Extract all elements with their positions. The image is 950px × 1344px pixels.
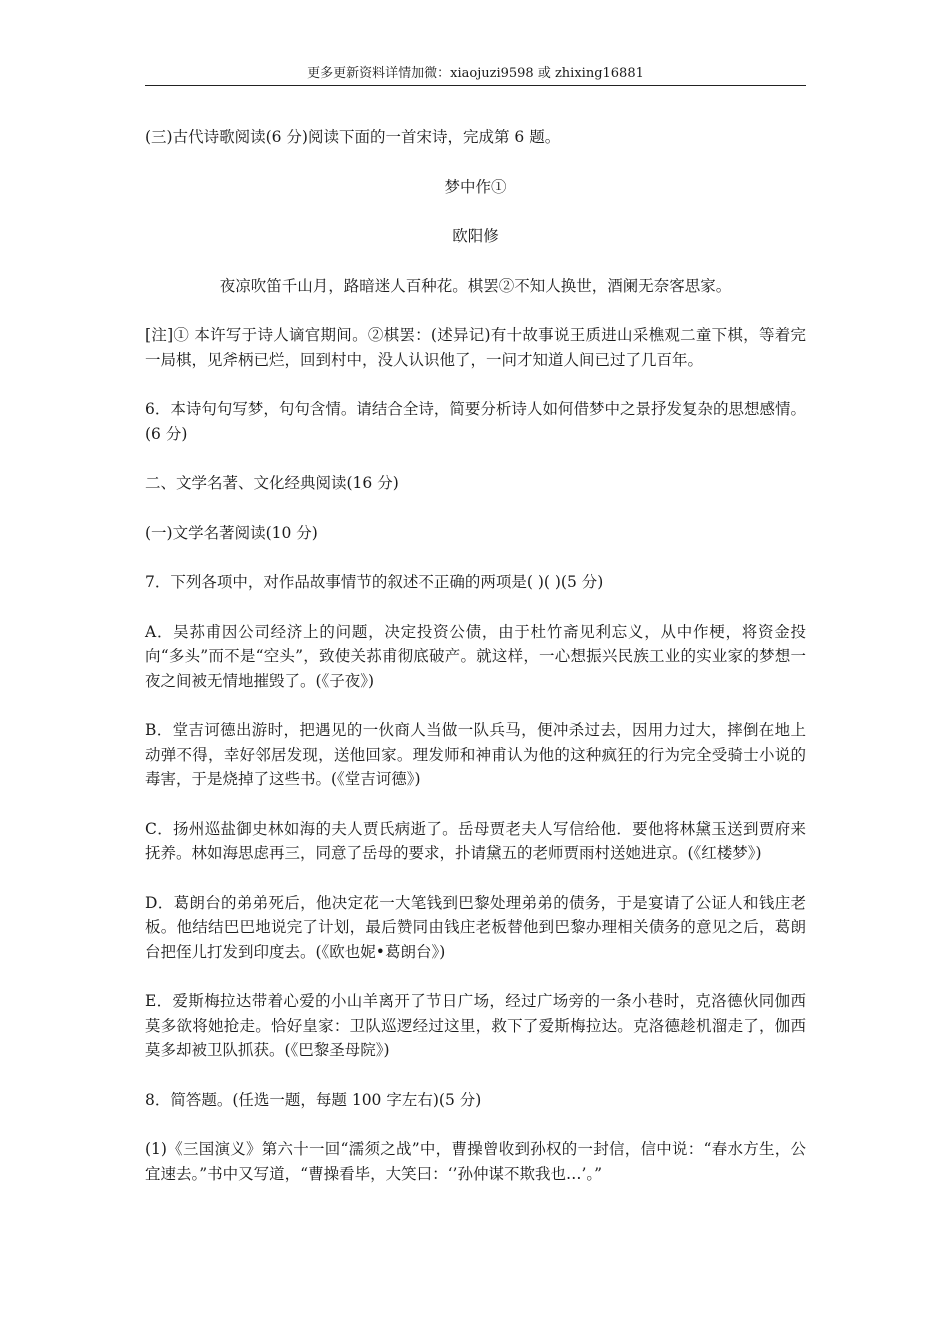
- option-c: C．扬州巡盐御史林如海的夫人贾氏病逝了。岳母贾老夫人写信给他．要他将林黛玉送到贾府来抚养。林如海思虑再三，同意了岳母的要求，扑请黛五的老师贾雨村送她进京。(《红楼梦》): [145, 819, 806, 862]
- question-6: 6．本诗句句写梦，句句含情。请结合全诗，简要分析诗人如何借梦中之景抒发复杂的思想感情。(6 分): [145, 400, 806, 443]
- poem-author: 欧阳修: [452, 227, 499, 245]
- poem-title: 梦中作①: [444, 177, 507, 196]
- part2-heading: 二、文学名著、文化经典阅读(16 分): [145, 474, 399, 492]
- section3-intro: (三)古代诗歌阅读(6 分)阅读下面的一首宋诗，完成第 6 题。: [145, 128, 561, 146]
- option-a: A．吴荪甫因公司经济上的问题，决定投资公债，由于杜竹斋见利忘义，从中作梗，将资金投向“多头”而不是“空头”，致使关荪甫彻底破产。就这样，一心想振兴民族工业的实业家的梦想一夜之间被无情地摧毁了。(《子夜》): [145, 622, 806, 690]
- poem-note: [注]① 本许写于诗人谪官期间。②棋罢：(述异记)有十故事说王质进山采樵观二童下棋，等着完一局棋，见斧柄已烂，回到村中，没人认识他了，一问才知道人间已过了几百年。: [145, 326, 806, 369]
- page-header: 更多更新资料详情加微：xiaojuzi9598 或 zhixing16881: [307, 66, 644, 81]
- question-8: 8．简答题。(任选一题，每题 100 字左右)(5 分): [145, 1090, 482, 1109]
- question-7: 7．下列各项中，对作品故事情节的叙述不正确的两项是( )( )(5 分): [145, 573, 604, 591]
- option-e: E．爱斯梅拉达带着心爱的小山羊离开了节日广场，经过广场旁的一条小巷时，克洛德伙同伽西莫多欲将她抢走。恰好皇家：卫队巡逻经过这里，救下了爱斯梅拉达。克洛德趁机溜走了，伽西莫多却被卫队抓获。(《巴黎圣母院》): [145, 992, 806, 1059]
- document-body: [145, 125, 806, 1211]
- part2-sub-heading: (一)文学名著阅读(10 分): [145, 523, 318, 542]
- header-divider: [145, 85, 806, 86]
- option-d: D．葛朗台的弟弟死后，他决定花一大笔钱到巴黎处理弟弟的债务，于是宴请了公证人和钱庄老板。他结结巴巴地说完了计划，最后赞同由钱庄老板替他到巴黎办理相关债务的意见之后，葛朗台把侄儿打发到印度去。(《欧也妮•葛朗台》): [145, 893, 806, 961]
- poem-text: 夜凉吹笛千山月，路暗迷人百种花。棋罢②不知人换世，酒阑无奈客思家。: [219, 276, 732, 295]
- question-8-1: (1)《三国演义》第六十一回“濡须之战”中，曹操曾收到孙权的一封信，信中说：“春水方生，公宜速去。”书中又写道，“曹操看毕，大笑曰：‘’孙仲谋不欺我也…’。”: [145, 1140, 806, 1183]
- option-b: B．堂吉诃德出游时，把遇见的一伙商人当做一队兵马，便冲杀过去，因用力过大，摔倒在地上动弹不得，幸好邻居发现，送他回家。理发师和神甫认为他的这种疯狂的行为完全受骑士小说的毒害，于是烧掉了这些书。(《堂吉诃德》): [145, 721, 806, 788]
